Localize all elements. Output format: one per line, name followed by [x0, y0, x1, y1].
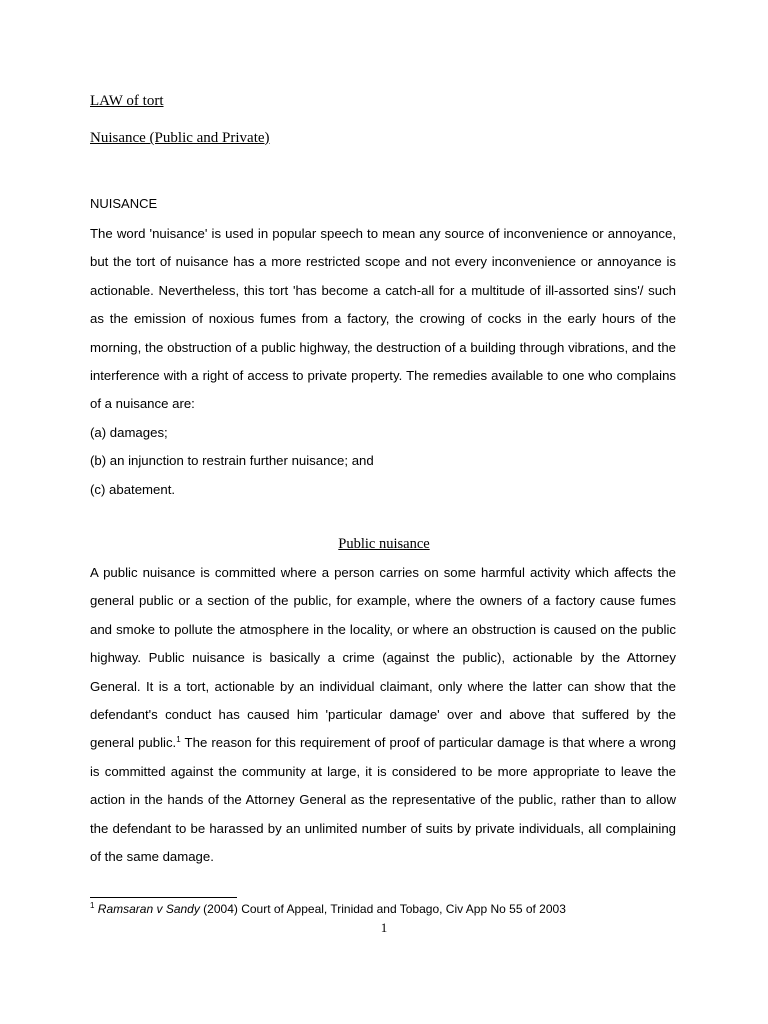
list-item: (a) damages;: [90, 425, 168, 440]
document-title: LAW of tort: [90, 93, 164, 109]
footnote-citation: (2004) Court of Appeal, Trinidad and Tobago, Civ App No 55 of 2003: [199, 902, 566, 916]
footnote-reference[interactable]: 1: [176, 735, 181, 745]
page-number: 1: [380, 920, 388, 935]
footnote: [90, 902, 566, 916]
heading-public-nuisance: Public nuisance: [338, 536, 430, 552]
list-item: (b) an injunction to restrain further nuisance; and: [90, 453, 374, 469]
footnote-divider: [90, 897, 237, 898]
paragraph-text: The reason for this requirement of proof of particular damage is that where a wrong is committed against the community at large, it is considered to be more appropriate to leave the action in the hands of the Attorney General as the representative of the public, rather than to allow the defendant to be harassed by an unlimited number of suits by private individuals, all complaining of the same damage.: [90, 735, 677, 865]
list-item: (c) abatement.: [90, 481, 176, 497]
paragraph-public-nuisance: [90, 559, 676, 871]
paragraph-text: A public nuisance is committed where a person carries on some harmful activity which affects the general public or a section of the public, for example, where the owners of a factory cause fumes and smoke to pollute the atmosphere in the locality, or where an obstruction is caused on the public highway. Public nuisance is basically a crime (against the public), actionable by the Attorney General. It is a tort, actionable by an individual claimant, only where the latter can show that the defendant's conduct has caused him 'particular damage' over and above that suffered by the general public.: [90, 565, 676, 751]
section-label-nuisance: NUISANCE: [90, 196, 158, 211]
paragraph-nuisance-definition: The word 'nuisance' is used in popular speech to mean any source of inconvenience or annoyance, but the tort of nuisance has a more restricted scope and not every inconvenience or annoyance is actionable. Nevertheless, this tort 'has become a catch-all for a multitude of ill-assorted sins'/ such as the emission of noxious fumes from a factory, the crowing of cocks in the early hours of the morning, the obstruction of a public highway, the destruction of a building through vibrations, and the interference with a right of access to private property. The remedies available to one who complains of a nuisance are:: [90, 226, 676, 412]
remedies-list: [90, 419, 676, 504]
footnote-marker: 1: [90, 901, 95, 910]
document-subtitle: Nuisance (Public and Private): [90, 130, 270, 146]
footnote-case-name: Ramsaran v Sandy: [97, 902, 200, 916]
